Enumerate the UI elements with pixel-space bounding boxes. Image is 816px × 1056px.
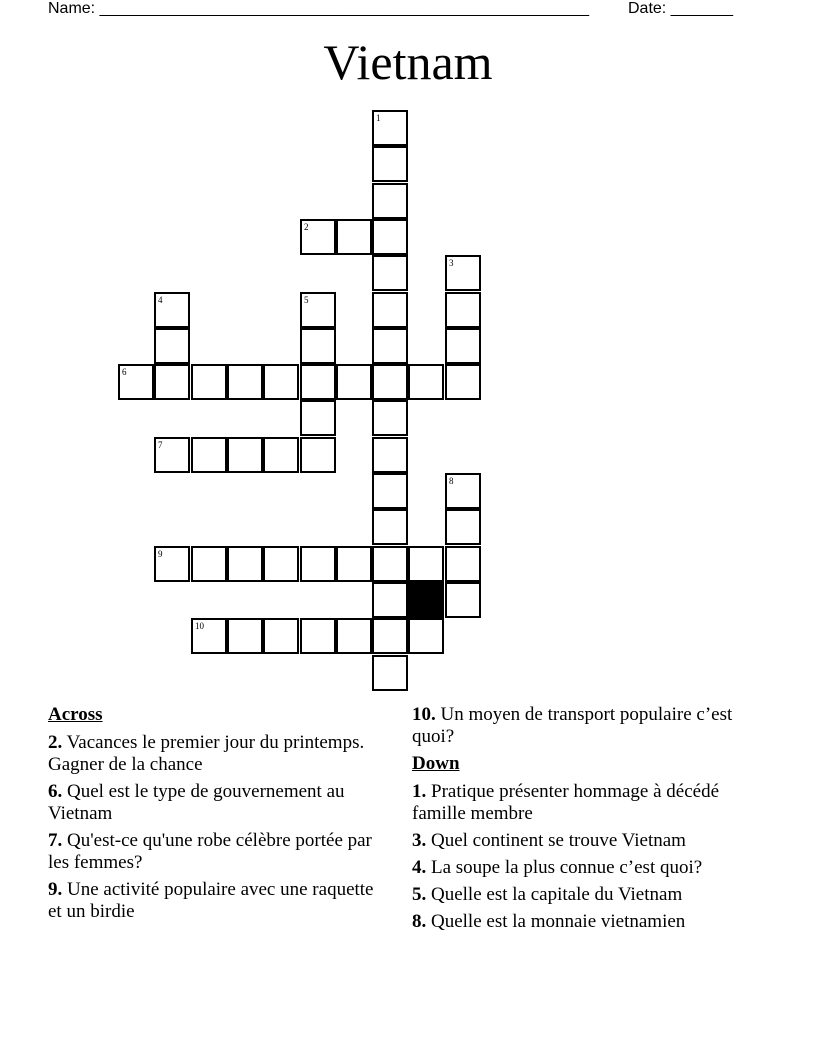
clue-text: Quelle est la capitale du Vietnam	[431, 884, 683, 905]
grid-cell[interactable]	[372, 146, 408, 182]
grid-cell[interactable]	[300, 546, 336, 582]
grid-cell[interactable]	[445, 546, 481, 582]
clue-number-label: 10	[195, 621, 204, 631]
grid-cell[interactable]	[227, 364, 263, 400]
grid-cell-7[interactable]	[154, 437, 190, 473]
page-title: Vietnam	[323, 34, 493, 90]
clue-number-label: 1	[376, 113, 381, 123]
down-heading: Down	[412, 753, 460, 774]
date-field: Date: _______	[628, 0, 733, 17]
grid-cell[interactable]	[445, 509, 481, 545]
clue-text: Quelle est la monnaie vietnamien	[431, 911, 686, 932]
clue-number: 10.	[412, 704, 436, 725]
clue-number-label: 5	[304, 295, 309, 305]
clue-across-2	[48, 732, 388, 776]
grid-cell-8[interactable]	[445, 473, 481, 509]
grid-cell[interactable]	[408, 618, 444, 654]
grid-cell[interactable]	[445, 328, 481, 364]
clue-number-label: 3	[449, 258, 454, 268]
clue-number: 5.	[412, 884, 427, 905]
clue-text: Quel continent se trouve Vietnam	[431, 830, 686, 851]
grid-cell[interactable]	[372, 328, 408, 364]
grid-cell[interactable]	[372, 364, 408, 400]
grid-cell[interactable]	[300, 437, 336, 473]
grid-cell[interactable]	[445, 364, 481, 400]
grid-cell[interactable]	[191, 437, 227, 473]
clue-number: 2.	[48, 732, 63, 753]
clue-down-5	[412, 884, 772, 906]
grid-cell[interactable]	[372, 618, 408, 654]
across-heading: Across	[48, 704, 103, 725]
grid-cell[interactable]	[227, 437, 263, 473]
clue-number-label: 9	[158, 549, 163, 559]
clue-number: 8.	[412, 911, 427, 932]
clue-text: Qu'est-ce qu'une robe célèbre portée par les femmes?	[48, 830, 372, 873]
grid-cell[interactable]	[154, 364, 190, 400]
clue-down-3	[412, 830, 772, 852]
grid-cell-5[interactable]	[300, 292, 336, 328]
grid-cell[interactable]	[372, 255, 408, 291]
clue-number: 6.	[48, 781, 63, 802]
clue-number-label: 8	[449, 476, 454, 486]
clue-text: Un moyen de transport populaire c’est quoi?	[412, 704, 733, 747]
grid-cell[interactable]	[372, 437, 408, 473]
grid-cell[interactable]	[263, 618, 299, 654]
grid-cell[interactable]	[300, 328, 336, 364]
grid-cell-4[interactable]	[154, 292, 190, 328]
grid-cell[interactable]	[372, 400, 408, 436]
clue-across-9	[48, 879, 388, 923]
clues-right-column	[412, 704, 772, 938]
clue-number-label: 6	[122, 367, 127, 377]
clue-text: Une activité populaire avec une raquette et un birdie	[48, 879, 374, 922]
grid-cell[interactable]	[191, 364, 227, 400]
clue-down-4	[412, 857, 772, 879]
grid-cell[interactable]	[372, 292, 408, 328]
grid-cell[interactable]	[336, 364, 372, 400]
grid-cell-2[interactable]	[300, 219, 336, 255]
grid-cell[interactable]	[300, 364, 336, 400]
grid-cell[interactable]	[263, 364, 299, 400]
grid-cell[interactable]	[336, 618, 372, 654]
grid-cell[interactable]	[336, 219, 372, 255]
grid-cell[interactable]	[372, 219, 408, 255]
clue-across-7	[48, 830, 388, 874]
grid-cell[interactable]	[372, 473, 408, 509]
grid-cell[interactable]	[263, 546, 299, 582]
clue-number: 3.	[412, 830, 427, 851]
grid-cell[interactable]	[408, 546, 444, 582]
clue-across-6	[48, 781, 388, 825]
clue-number-label: 2	[304, 222, 309, 232]
clue-across-10	[412, 704, 772, 748]
grid-cell[interactable]	[227, 618, 263, 654]
clue-down-8	[412, 911, 772, 933]
clue-text: Vacances le premier jour du printemps. Gagner de la chance	[48, 732, 365, 775]
clue-number: 4.	[412, 857, 427, 878]
grid-cell[interactable]	[445, 292, 481, 328]
grid-cell[interactable]	[372, 183, 408, 219]
clue-text: Pratique présenter hommage à décédé famille membre	[412, 781, 720, 824]
clue-number: 9.	[48, 879, 63, 900]
grid-cell[interactable]	[408, 364, 444, 400]
grid-cell[interactable]	[372, 546, 408, 582]
grid-cell[interactable]	[154, 328, 190, 364]
name-field: Name: _______________________________________________________	[48, 0, 589, 17]
clue-number-label: 7	[158, 440, 163, 450]
grid-cell-1[interactable]	[372, 110, 408, 146]
clue-number: 1.	[412, 781, 427, 802]
grid-cell[interactable]	[300, 618, 336, 654]
grid-cell[interactable]	[372, 655, 408, 691]
grid-cell[interactable]	[191, 546, 227, 582]
grid-cell-3[interactable]	[445, 255, 481, 291]
clue-down-1	[412, 781, 772, 825]
grid-cell-10[interactable]	[191, 618, 227, 654]
clue-number-label: 4	[158, 295, 163, 305]
grid-cell[interactable]	[372, 509, 408, 545]
grid-cell[interactable]	[263, 437, 299, 473]
clue-text: Quel est le type de gouvernement au Vietnam	[48, 781, 345, 824]
clue-number: 7.	[48, 830, 63, 851]
grid-cell[interactable]	[372, 582, 408, 618]
grid-cell[interactable]	[227, 546, 263, 582]
black-cell	[408, 582, 444, 618]
grid-cell[interactable]	[300, 400, 336, 436]
grid-cell-6[interactable]	[118, 364, 154, 400]
clue-text: La soupe la plus connue c’est quoi?	[431, 857, 703, 878]
clues-left-column	[48, 704, 388, 928]
grid-cell[interactable]	[336, 546, 372, 582]
grid-cell-9[interactable]	[154, 546, 190, 582]
grid-cell[interactable]	[445, 582, 481, 618]
